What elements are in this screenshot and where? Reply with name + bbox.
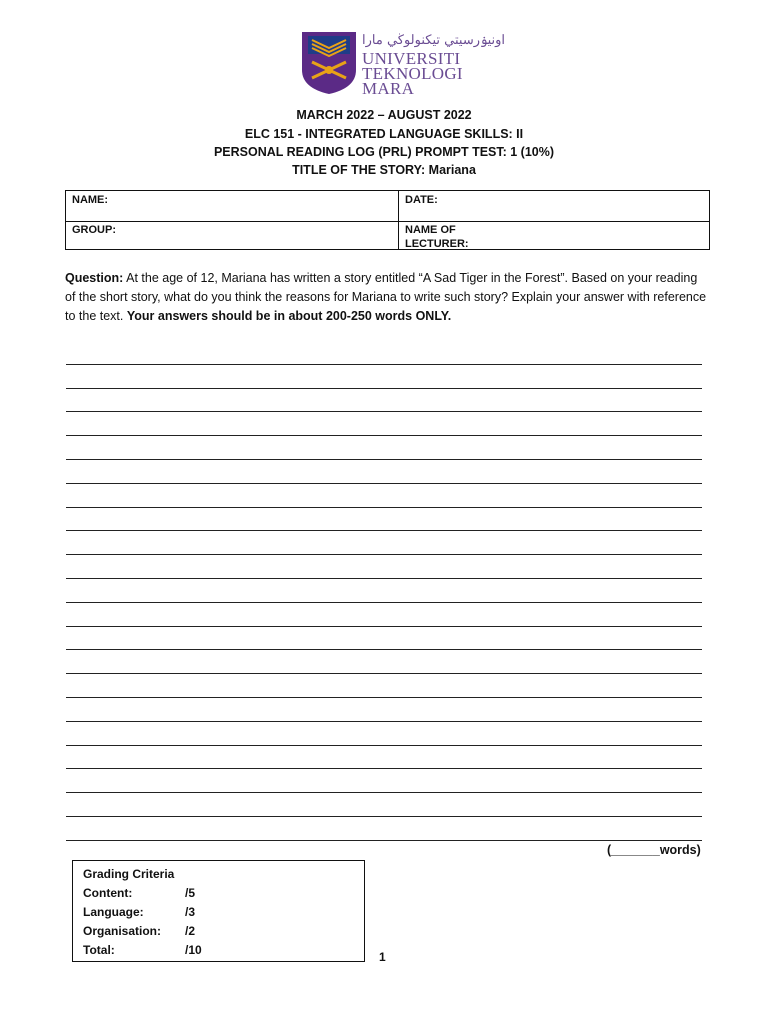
answer-line[interactable] bbox=[66, 389, 702, 413]
grading-value: /3 bbox=[185, 905, 196, 919]
lecturer-label-2: LECTURER: bbox=[405, 238, 469, 250]
lecturer-label-1: NAME OF bbox=[405, 224, 456, 236]
answer-line[interactable] bbox=[66, 650, 702, 674]
grading-label: Organisation: bbox=[83, 924, 162, 938]
answer-line[interactable] bbox=[66, 746, 702, 770]
grading-row bbox=[83, 905, 196, 919]
grading-value: /2 bbox=[185, 924, 196, 938]
grading-row bbox=[83, 886, 196, 900]
logo-wordmark bbox=[362, 51, 463, 96]
word-count-label: (_______words) bbox=[607, 843, 701, 857]
answer-line[interactable] bbox=[66, 793, 702, 817]
logo-line-2: TEKNOLOGI bbox=[362, 64, 463, 83]
grading-criteria-box bbox=[72, 860, 365, 962]
grading-label: Content: bbox=[83, 886, 133, 900]
answer-line[interactable] bbox=[66, 579, 702, 603]
answer-line[interactable] bbox=[66, 341, 702, 365]
grading-label: Total: bbox=[83, 943, 115, 957]
grading-value: /10 bbox=[185, 943, 202, 957]
answer-line[interactable] bbox=[66, 674, 702, 698]
answer-line[interactable] bbox=[66, 817, 702, 841]
answer-line[interactable] bbox=[66, 627, 702, 651]
session-heading: MARCH 2022 – AUGUST 2022 bbox=[296, 108, 472, 122]
name-field[interactable]: NAME: bbox=[72, 194, 109, 206]
question-label: Question: bbox=[65, 271, 124, 285]
grading-title: Grading Criteria bbox=[83, 867, 175, 881]
table-divider bbox=[398, 191, 399, 249]
answer-line[interactable] bbox=[66, 436, 702, 460]
answer-line[interactable] bbox=[66, 603, 702, 627]
lecturer-field[interactable] bbox=[405, 223, 469, 251]
answer-line[interactable] bbox=[66, 508, 702, 532]
group-field[interactable]: GROUP: bbox=[72, 224, 116, 236]
answer-line[interactable] bbox=[66, 555, 702, 579]
answer-line[interactable] bbox=[66, 531, 702, 555]
course-heading: ELC 151 - INTEGRATED LANGUAGE SKILLS: II bbox=[244, 127, 524, 141]
answer-line[interactable] bbox=[66, 484, 702, 508]
answer-lines[interactable] bbox=[66, 341, 702, 841]
student-info-table bbox=[65, 190, 710, 250]
date-field[interactable]: DATE: bbox=[405, 194, 438, 206]
story-title-heading: TITLE OF THE STORY: Mariana bbox=[292, 163, 476, 177]
question-text bbox=[65, 269, 710, 326]
answer-line[interactable] bbox=[66, 722, 702, 746]
question-word-limit: Your answers should be in about 200-250 words ONLY. bbox=[126, 309, 452, 323]
answer-line[interactable] bbox=[66, 460, 702, 484]
question-body: At the age of 12, Mariana has written a story entitled “A Sad Tiger in the Forest”. Based on your reading of the short story, what do you think the reasons for Mariana to write such story? Explain your answer with reference to the text. bbox=[65, 271, 707, 323]
grading-value: /5 bbox=[185, 886, 196, 900]
answer-line[interactable] bbox=[66, 769, 702, 793]
answer-line[interactable] bbox=[66, 412, 702, 436]
answer-line[interactable] bbox=[66, 698, 702, 722]
table-divider bbox=[66, 221, 709, 222]
grading-row bbox=[83, 943, 202, 957]
page-number: 1 bbox=[379, 950, 386, 964]
test-heading: PERSONAL READING LOG (PRL) PROMPT TEST: 1 (10%) bbox=[213, 145, 555, 159]
logo-line-3: MARA bbox=[362, 79, 415, 98]
grading-row bbox=[83, 924, 196, 938]
answer-line[interactable] bbox=[66, 365, 702, 389]
logo-line-1: UNIVERSITI bbox=[362, 49, 461, 68]
grading-label: Language: bbox=[83, 905, 144, 919]
logo-arabic-text: اونيۏرسيتي تيكنولوڬي مارا bbox=[362, 33, 506, 48]
